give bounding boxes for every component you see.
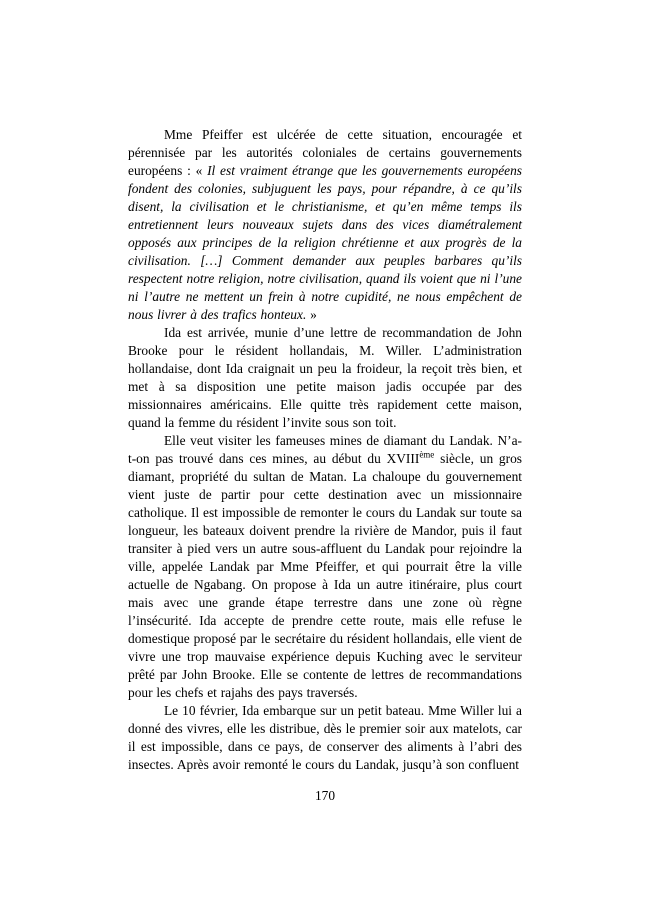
text-run: Elle veut visiter les fameuses mines de diamant du Landak. N’a-t-on pas trouvé dans ces mines, au début du XVIII [128, 433, 522, 466]
paragraph-2: Ida est arrivée, munie d’une lettre de recommandation de John Brooke pour le résident hollandais, M. Willer. L’administration hollandaise, dont Ida craignait un peu la froideur, la reçoit très bien, et met à sa disposition une petite maison jadis occupée par des missionnaires américains. Elle quitte très rapidement cette maison, quand la femme du résident l’invite sous son toit. [128, 325, 522, 430]
text-run: » [306, 307, 317, 322]
text-run: siècle, un gros diamant, propriété du sultan de Matan. La chaloupe du gouvernement vient juste de partir pour cette destination avec un missionnaire catholique. Il est impossible de remonter le cours du Landak sur toute sa longueur, les bateaux doivent prendre la rivière de Mandor, puis il faut transiter à pied vers un autre sous-affluent du Landak pour rejoindre la ville, appelée Landak par Mme Pfeiffer, et qui pourrait être la ville actuelle de Ngabang. On propose à Ida un autre itinéraire, plus court mais avec une grande étape terrestre dans une zone où règne l’insécurité. Ida accepte de prendre cette route, mais elle refuse le domestique proposé par le secrétaire du résident hollandais, elle vient de vivre une trop mauvaise expérience depuis Kuching avec le serviteur prêté par John Brooke. Elle se contente de lettres de recommandations pour les chefs et rajahs des pays traversés. [128, 451, 522, 700]
paragraph-3 [128, 432, 522, 702]
quote-italic-text: Il est vraiment étrange que les gouvernements européens fondent des colonies, subjuguent les pays, pour répandre, à ce qu’ils disent, la civilisation et le christianisme, et qu’en même temps ils entretiennent leurs nouveaux sujets dans des vices diamétralement opposés aux principes de la religion chrétienne et aux progrès de la civilisation. […] Comment demander aux peuples barbares qu’ils respectent notre religion, notre civilisation, quand ils voient que ni l’une ni l’autre ne mettent un frein à notre cupidité, ne nous empêchent de nous livrer à des trafics honteux. [128, 163, 522, 322]
paragraph-4: Le 10 février, Ida embarque sur un petit bateau. Mme Willer lui a donné des vivres, elle les distribue, dès le premier soir aux matelots, car il est impossible, dans ce pays, de conserver des aliments à l’abri des insectes. Après avoir remonté le cours du Landak, jusqu’à son confluent [128, 703, 522, 772]
page-number: 170 [314, 788, 336, 803]
paragraph-1 [128, 126, 522, 324]
text-run: Mme Pfeiffer est ulcérée de cette situation, encouragée et pérennisée par les autorités coloniales de certains gouvernements européens : « [128, 127, 522, 178]
superscript-ordinal: ème [419, 449, 435, 460]
